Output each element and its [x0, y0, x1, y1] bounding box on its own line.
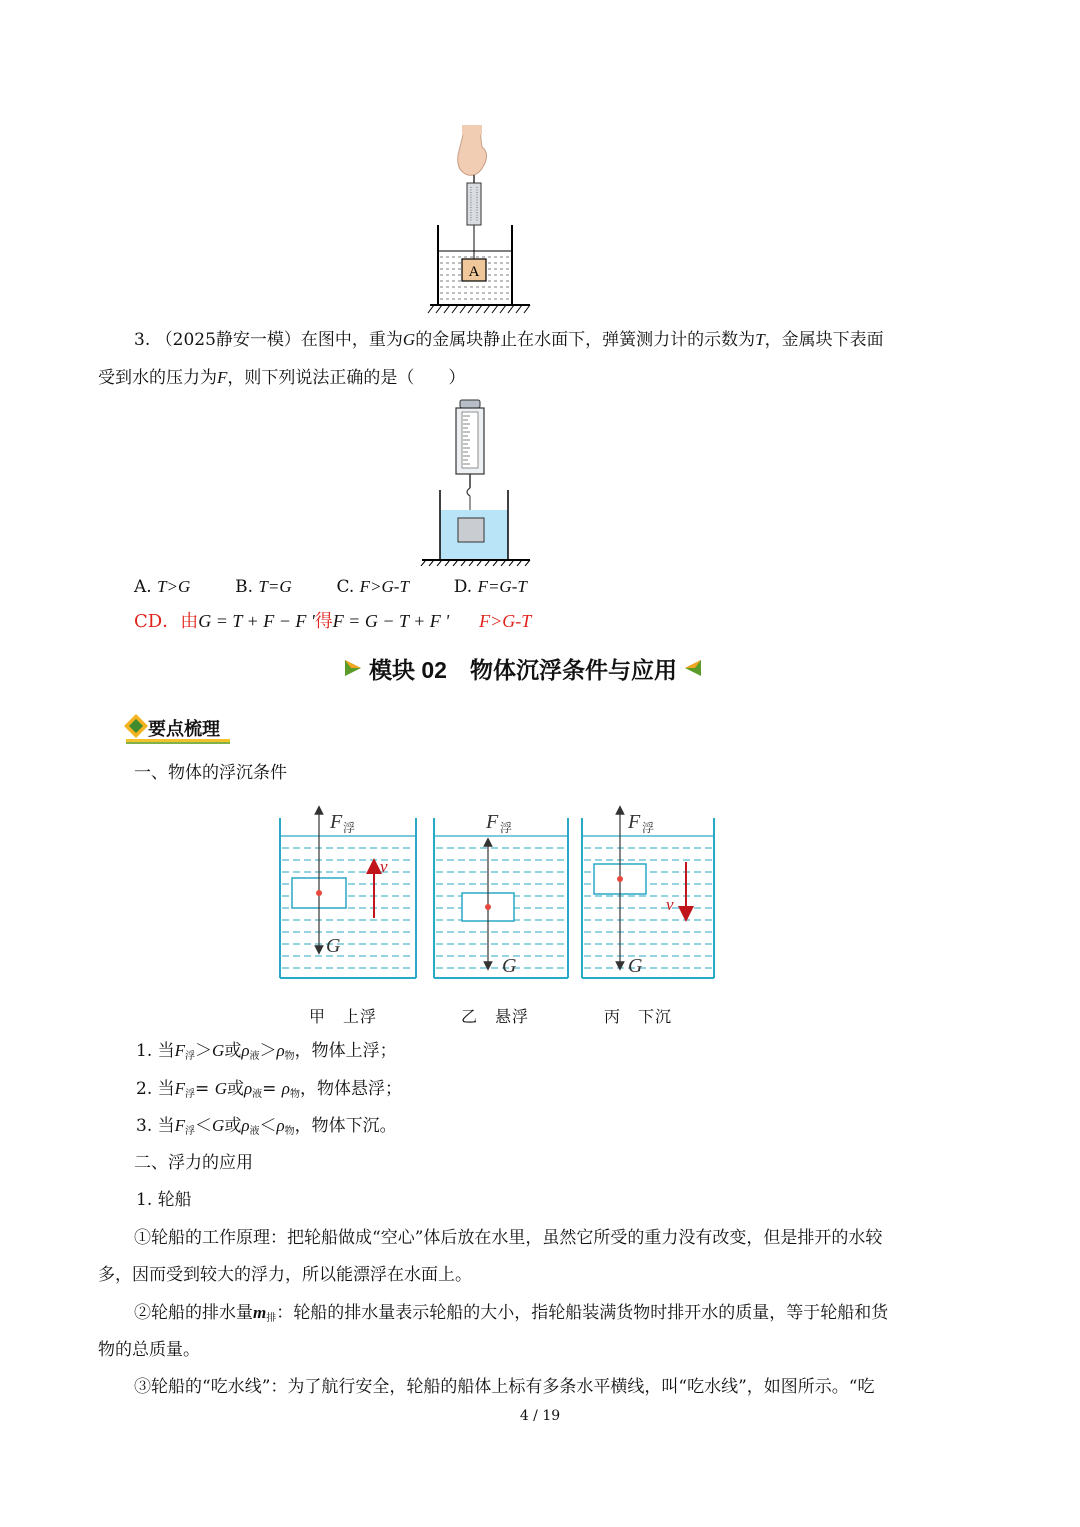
section-2-title: 二、浮力的应用	[134, 1153, 253, 1173]
paragraph-1-line-2: 多，因而受到较大的浮力，所以能漂浮在水面上。	[98, 1265, 472, 1285]
svg-text:浮: 浮	[343, 821, 356, 835]
caption-sink: 丙 下沉	[604, 1007, 673, 1026]
figure-float-sink-conditions	[276, 800, 720, 984]
caption-float-up: 甲 上浮	[309, 1007, 378, 1026]
container-suspended	[434, 811, 568, 978]
svg-text:v: v	[380, 857, 388, 876]
block-a-label: A	[468, 264, 480, 280]
condition-1: 1. 当$F_浮>G$或$\rho_液>\rho_物$，物体上浮；	[136, 1041, 397, 1062]
container-floating-up	[280, 810, 416, 978]
svg-text:F: F	[330, 811, 343, 833]
option-b: B. T=G	[235, 577, 292, 597]
arrow-right-icon	[343, 658, 363, 678]
condition-3: 3. 当$F_浮<G$或$\rho_液<\rho_物$，物体下沉。	[136, 1116, 397, 1137]
paragraph-3-line-1: ③轮船的“吃水线”：为了航行安全，轮船的船体上标有多条水平横线，叫“吃水线”，如图所示。“吃	[134, 1377, 875, 1397]
arrow-left-icon	[683, 658, 703, 678]
svg-text:G: G	[502, 955, 517, 977]
paragraph-2-line-2: 物的总质量。	[98, 1340, 200, 1360]
svg-text:G: G	[326, 935, 341, 957]
option-d: D. F=G-T	[453, 577, 527, 597]
module-header	[343, 651, 703, 685]
svg-text:浮: 浮	[642, 821, 655, 835]
paragraph-2-line-1: ②轮船的排水量$m_排$：轮船的排水量表示轮船的大小，指轮船装满货物时排开水的质量，等于轮船和货	[134, 1303, 889, 1324]
container-sinking	[582, 810, 714, 978]
svg-text:浮: 浮	[500, 821, 513, 835]
key-points-label: 要点梳理	[148, 719, 220, 739]
option-a: A. T>G	[134, 577, 191, 597]
question-3-line-1: 3. （2025静安一模）在图中，重为G的金属块静止在水面下，弹簧测力计的示数为T，金属块下表面	[134, 330, 884, 350]
section-1-title: 一、物体的浮沉条件	[134, 763, 287, 783]
key-points-badge	[122, 712, 234, 744]
answer-options	[134, 576, 527, 598]
question-number: 3.	[134, 330, 151, 350]
condition-2: 2. 当$F_浮= G$或$\rho_液= \rho_物$，物体悬浮；	[136, 1079, 402, 1100]
figure-spring-scale-water	[418, 398, 538, 566]
diamond-icon	[122, 712, 150, 740]
page-number: 4 / 19	[519, 1408, 561, 1424]
module-title: 模块 02 物体沉浮条件与应用	[369, 656, 677, 683]
svg-text:F: F	[486, 811, 499, 833]
svg-text:v: v	[666, 895, 674, 914]
svg-text:F: F	[628, 811, 641, 833]
paragraph-1-line-1: ①轮船的工作原理：把轮船做成“空心”体后放在水里，虽然它所受的重力没有改变，但是排开的水较	[134, 1228, 883, 1248]
option-c: C. F>G-T	[336, 577, 409, 597]
question-3-line-2: 受到水的压力为F，则下列说法正确的是（ ）	[98, 368, 466, 388]
answer-explanation: CD．由G = T + F − F '得F = G − T + F ' F>G-T	[134, 611, 532, 632]
figure-spring-scale-block-a	[420, 125, 540, 315]
item-1-title: 1. 轮船	[136, 1190, 192, 1210]
svg-text:G: G	[628, 955, 643, 977]
caption-suspend: 乙 悬浮	[461, 1007, 530, 1026]
